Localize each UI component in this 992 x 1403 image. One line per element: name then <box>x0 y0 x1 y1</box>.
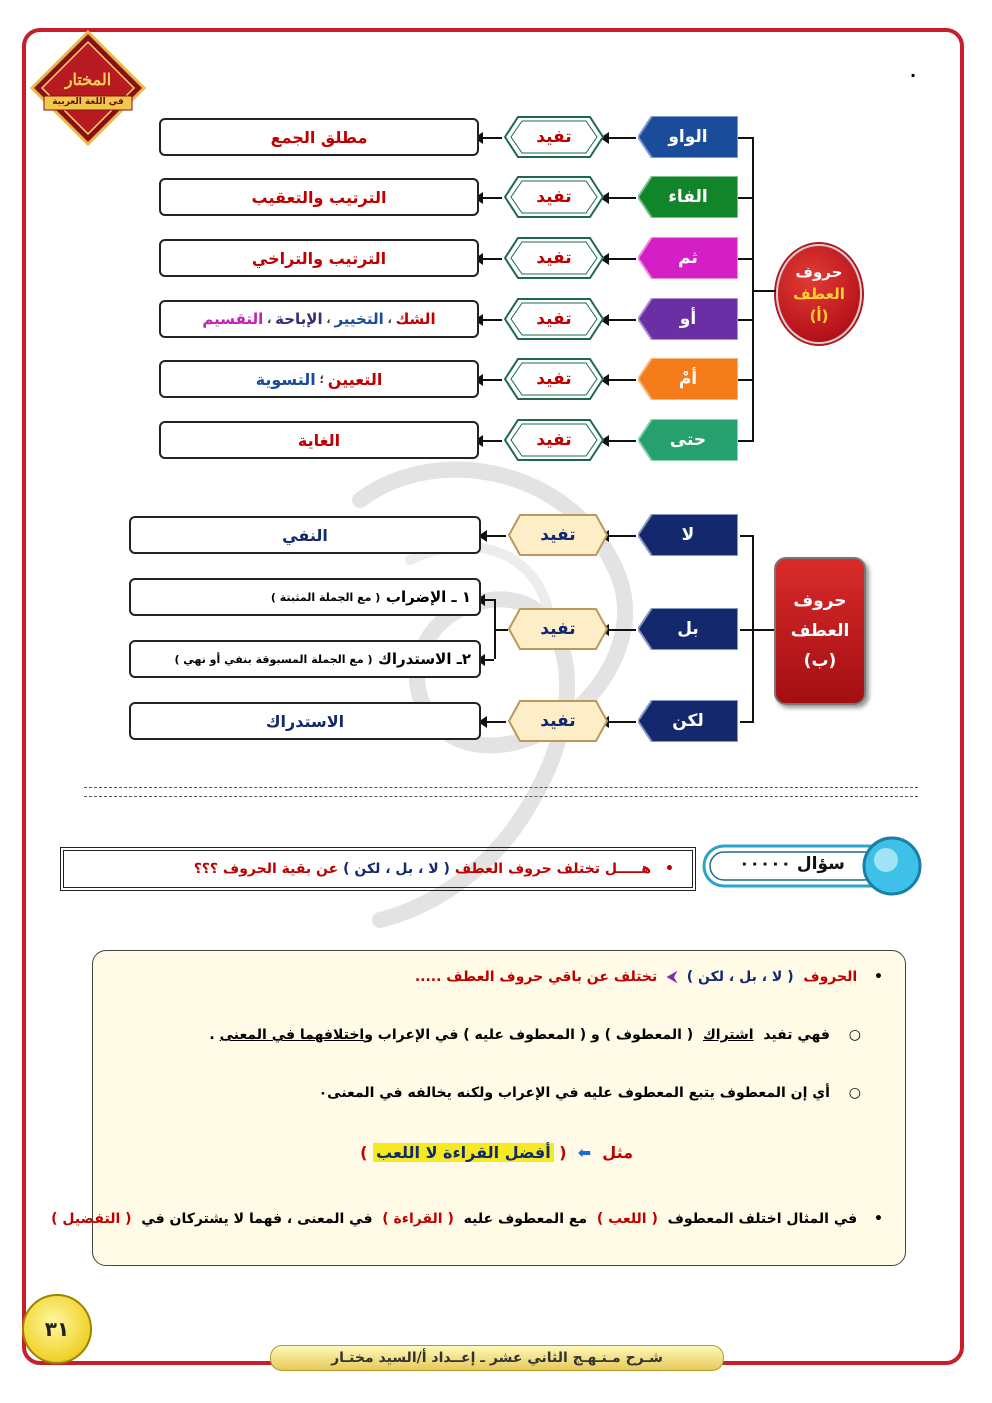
group-a-branch <box>738 379 752 381</box>
group-a-branch <box>738 319 752 321</box>
conjunction-tag <box>638 358 738 400</box>
arrow <box>482 379 502 381</box>
answer-line-1: • الحروف ( لا ، بل ، لكن ) ⮜ تختلف عن باقي حروف العطف ..... <box>414 969 883 985</box>
meaning-rectification-note: ( مع الجملة المسبوقة بنفي أو نهي ) <box>174 652 373 666</box>
meaning-box: الترتيب والتعقيب <box>159 178 479 216</box>
answer-2d: اختلافهما في المعنى <box>219 1027 365 1043</box>
answer-2c: ( المعطوف ) و ( المعطوف عليه ) في الإعراب و <box>364 1027 694 1043</box>
question-text-paren: ( لا ، بل ، لكن ) <box>343 861 450 877</box>
arrow <box>608 379 636 381</box>
group-a-title-line3: (أ) <box>809 307 829 325</box>
yields-hex <box>504 298 604 340</box>
group-a-branch <box>738 137 752 139</box>
conjunction-tag <box>638 237 738 279</box>
arrow <box>608 440 636 442</box>
meaning-doubt: الشك <box>395 310 436 328</box>
arrow <box>608 629 636 631</box>
answer-5c: مع المعطوف عليه <box>463 1211 588 1227</box>
group-b-title-line3: (ب) <box>803 651 837 671</box>
arrow <box>486 535 506 537</box>
yields-label: تفيد <box>540 619 576 639</box>
yields-hex <box>508 514 608 556</box>
question-text-end: عن بقية الحروف ؟؟؟ <box>193 861 339 877</box>
conjunctions-group-a-title <box>776 244 862 344</box>
meaning-box <box>129 640 481 678</box>
arrow <box>482 319 502 321</box>
arrow <box>608 721 636 723</box>
arrow <box>482 197 502 199</box>
group-a-title-line1: حروف <box>795 263 843 281</box>
yields-label: تفيد <box>536 309 572 329</box>
conjunction-tag <box>638 298 738 340</box>
conjunction-letter: لكن <box>672 711 704 731</box>
meaning-digression-note: ( مع الجملة المثبتة ) <box>270 590 381 604</box>
corner-dot: . <box>910 62 917 81</box>
meaning-specification: التعيين <box>327 369 383 389</box>
conjunction-letter: بل <box>677 619 699 639</box>
yields-label: تفيد <box>540 711 576 731</box>
group-a-branch <box>738 197 752 199</box>
group-b-title-line2: العطف <box>790 621 850 641</box>
group-a-title-line2: العطف <box>793 285 845 303</box>
meaning-equalization: التسوية <box>255 369 316 389</box>
arrow <box>486 721 506 723</box>
answer-5a: في المثال اختلف المعطوف <box>667 1211 858 1227</box>
meaning-box: الغاية <box>159 421 479 459</box>
meaning-box: مطلق الجمع <box>159 118 479 156</box>
arrow <box>482 258 502 260</box>
arrow <box>608 319 636 321</box>
conjunction-letter: حتى <box>669 430 707 450</box>
group-b-branch <box>740 535 752 537</box>
conjunction-tag <box>638 116 738 158</box>
logo <box>30 30 146 146</box>
footer-banner: شـرح مـنـهـج الثاني عشر ـ إعــداد أ/السيد مختـار <box>270 1345 724 1371</box>
group-b-branch <box>740 629 752 631</box>
meaning-box: الترتيب والتراخي <box>159 239 479 277</box>
yields-hex <box>504 358 604 400</box>
meaning-box: الاستدراك <box>129 702 481 740</box>
yields-label: تفيد <box>536 127 572 147</box>
group-b-branch <box>740 721 752 723</box>
question-box <box>60 847 696 891</box>
arrow-left-icon: ⬅ <box>577 1143 592 1162</box>
answer-1c: تختلف عن باقي حروف العطف ..... <box>414 969 658 985</box>
meaning-permission: الإباحة <box>275 310 323 328</box>
meaning-choice: التخيير <box>334 310 384 328</box>
question-text-start: هـــــل تختلف حروف العطف <box>454 861 652 877</box>
arrow <box>608 535 636 537</box>
question-label-pill <box>700 836 926 896</box>
group-a-connector <box>752 290 776 292</box>
arrow <box>608 137 636 139</box>
answer-1a: الحروف <box>803 969 858 985</box>
conjunction-tag <box>638 176 738 218</box>
yields-label: تفيد <box>536 369 572 389</box>
answer-5f: ( التفضيل ) <box>51 1211 132 1227</box>
yields-hex <box>504 237 604 279</box>
yields-hex <box>504 419 604 461</box>
split-connector <box>494 629 508 631</box>
answer-5e: في المعنى ، فهما لا يشتركان في <box>141 1211 373 1227</box>
yields-label: تفيد <box>540 525 576 545</box>
answer-2b: اشتراك <box>702 1027 754 1043</box>
conjunction-letter: أمْ <box>678 369 698 389</box>
meaning-rectification: ٢ـ الاستدراك <box>378 650 471 668</box>
group-a-branch <box>738 258 752 260</box>
answer-5d: ( القراءة ) <box>382 1211 454 1227</box>
conjunction-letter: الواو <box>668 127 708 147</box>
conjunction-tag <box>638 608 738 650</box>
conjunction-letter: لا <box>681 525 695 545</box>
yields-label: تفيد <box>536 248 572 268</box>
conjunction-letter: الفاء <box>668 187 708 207</box>
arrow <box>484 599 494 601</box>
group-a-branch <box>738 440 752 442</box>
page-number: ٣١ <box>22 1294 92 1364</box>
yields-hex <box>508 608 608 650</box>
meaning-digression: ١ ـ الإضراب <box>385 588 471 606</box>
answer-line-3: ○ أي إن المعطوف يتبع المعطوف عليه في الإعراب ولكنه يخالفه في المعنى٠ <box>318 1085 861 1101</box>
answer-line-5: • في المثال اختلف المعطوف ( اللعب ) مع المعطوف عليه ( القراءة ) في المعنى ، فهما لا يشتركان في ( التفضيل ) <box>51 1211 883 1227</box>
conjunction-tag <box>638 514 738 556</box>
yields-hex <box>504 116 604 158</box>
meaning-box: الشك ، التخيير ، الإباحة ، التقسيم <box>159 300 479 338</box>
example-text: أفضل القراءة لا اللعب <box>373 1143 554 1162</box>
arrow <box>482 137 502 139</box>
answer-2e: . <box>209 1027 215 1043</box>
answer-line-2: ○ فهي تفيد اشتراك ( المعطوف ) و ( المعطوف عليه ) في الإعراب واختلافهما في المعنى . <box>209 1027 861 1043</box>
yields-hex <box>508 700 608 742</box>
meaning-box: النفي <box>129 516 481 554</box>
bullet: • <box>665 861 674 877</box>
meaning-box <box>129 578 481 616</box>
yields-label: تفيد <box>536 430 572 450</box>
arrow <box>608 197 636 199</box>
yields-label: تفيد <box>536 187 572 207</box>
arrow <box>484 659 494 661</box>
answer-2a: فهي تفيد <box>763 1027 830 1043</box>
answer-1b: ( لا ، بل ، لكن ) <box>686 969 794 985</box>
group-b-connector <box>752 629 774 631</box>
conjunctions-group-b-title <box>774 557 866 705</box>
answer-example: مثل ⬅ ( أفضل القراءة لا اللعب ) <box>360 1143 633 1162</box>
conjunction-letter: أو <box>679 309 697 329</box>
conjunction-letter: ثم <box>678 248 698 268</box>
logo-subtitle: في اللغة العربية <box>52 97 124 107</box>
meaning-division: التقسيم <box>202 310 264 328</box>
question-label: سؤال ٠٠٠٠٠ <box>739 854 845 874</box>
arrow <box>482 440 502 442</box>
answer-3: أي إن المعطوف يتبع المعطوف عليه في الإعراب ولكنه يخالفه في المعنى٠ <box>318 1085 830 1101</box>
arrow-icon: ⮜ <box>667 969 677 985</box>
answer-box <box>51 950 906 1266</box>
section-divider <box>84 787 918 797</box>
conjunction-tag <box>638 419 738 461</box>
conjunction-tag <box>638 700 738 742</box>
logo-title: المختار <box>64 70 112 89</box>
arrow <box>608 258 636 260</box>
group-b-title-line1: حروف <box>793 591 847 611</box>
meaning-box: التعيين ؛ التسوية <box>159 360 479 398</box>
example-label: مثل <box>602 1143 633 1162</box>
yields-hex <box>504 176 604 218</box>
answer-5b: ( اللعب ) <box>596 1211 658 1227</box>
